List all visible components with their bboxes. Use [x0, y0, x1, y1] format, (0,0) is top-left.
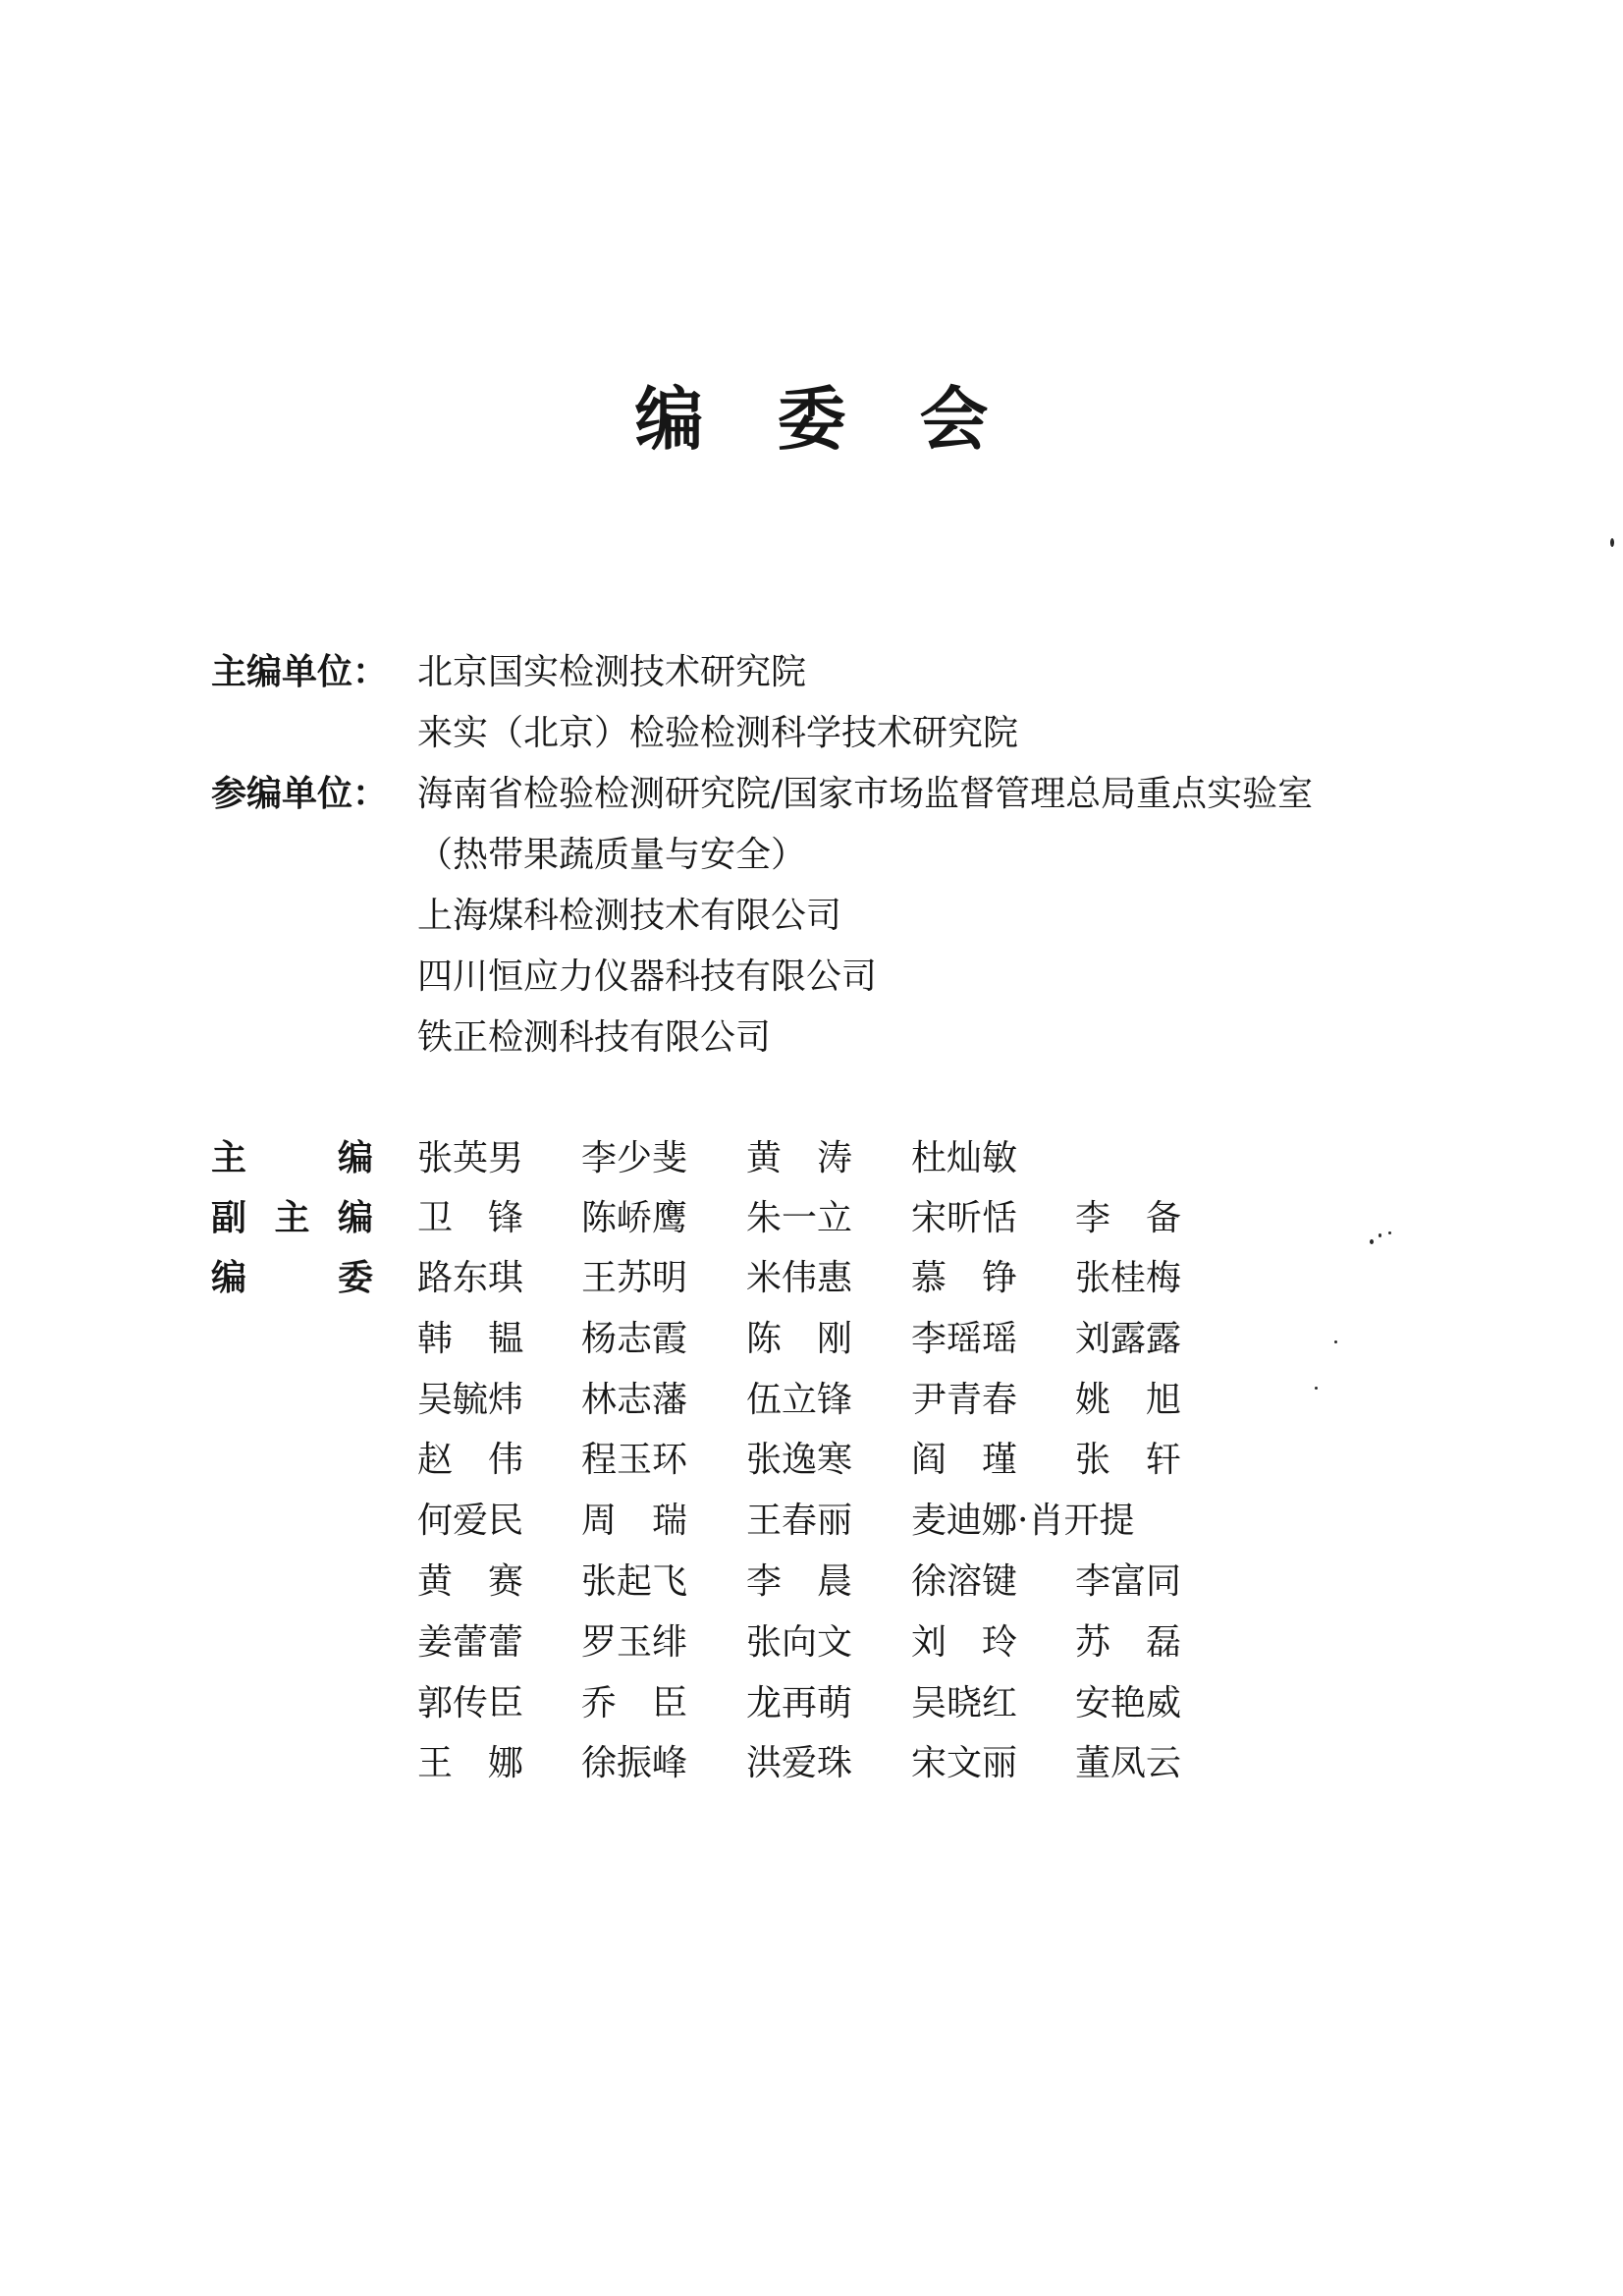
- deputy-label-char-1: 副: [211, 1198, 247, 1238]
- committee-member-name: 米伟惠: [746, 1258, 853, 1298]
- committee-member-name: 安艳威: [1075, 1683, 1182, 1723]
- committee-member-name: 黄赛: [417, 1561, 560, 1602]
- committee-member-name: 张起飞: [581, 1561, 688, 1602]
- scan-speck: [1379, 1233, 1381, 1237]
- participating-unit-line: （热带果蔬质量与安全）: [417, 835, 807, 875]
- committee-member-name: 罗玉绯: [581, 1622, 688, 1663]
- committee-member-name: 张向文: [746, 1622, 853, 1663]
- page-title: 编委会: [634, 378, 1062, 460]
- committee-member-name: 刘玲: [911, 1622, 1054, 1663]
- participating-units-label: 参编单位：: [211, 774, 389, 814]
- committee-member-name: 张轩: [1075, 1440, 1217, 1480]
- chief-editor-name: 黄涛: [746, 1138, 889, 1178]
- committee-member-name: 洪爱珠: [746, 1743, 853, 1783]
- committee-member-name: 何爱民: [417, 1501, 524, 1541]
- committee-member-name: 路东琪: [417, 1258, 524, 1298]
- committee-member-name: 吴毓炜: [417, 1380, 524, 1420]
- deputy-chief-editor-name: 卫锋: [417, 1198, 560, 1238]
- chief-editor-name: 李少斐: [581, 1138, 688, 1178]
- committee-member-name: 姜蕾蕾: [417, 1622, 524, 1663]
- committee-member-name: 乔臣: [581, 1683, 724, 1723]
- committee-member-name: 宋文丽: [911, 1743, 1018, 1783]
- chief-unit-line: 北京国实检测技术研究院: [417, 652, 807, 692]
- committee-member-name: 郭传臣: [417, 1683, 524, 1723]
- committee-member-name: 伍立锋: [746, 1380, 853, 1420]
- committee-member-name: 杨志霞: [581, 1319, 688, 1359]
- committee-member-name: 姚旭: [1075, 1380, 1217, 1420]
- participating-unit-line: 上海煤科检测技术有限公司: [417, 896, 842, 936]
- scan-speck: [1334, 1340, 1337, 1343]
- deputy-chief-editor-name: 李备: [1075, 1198, 1217, 1238]
- committee-member-name: 徐振峰: [581, 1743, 688, 1783]
- deputy-label-char-3: 编: [337, 1198, 373, 1238]
- committee-label-char-2: 委: [337, 1258, 373, 1298]
- committee-member-name: 龙再萌: [746, 1683, 853, 1723]
- chief-editor-name: 杜灿敏: [911, 1138, 1018, 1178]
- deputy-label-char-2: 主: [274, 1198, 310, 1238]
- scan-speck: [1370, 1239, 1374, 1244]
- committee-member-name: 吴晓红: [911, 1683, 1018, 1723]
- chief-editor-name: 张英男: [417, 1138, 524, 1178]
- scan-speck: [1610, 538, 1614, 547]
- deputy-chief-editors-label: [211, 1194, 373, 1243]
- committee-member-name: 张逸寒: [746, 1440, 853, 1480]
- committee-member-name: 赵伟: [417, 1440, 560, 1480]
- committee-member-name: 王春丽: [746, 1501, 853, 1541]
- scan-speck: [1388, 1231, 1391, 1234]
- committee-member-name: 董凤云: [1075, 1743, 1182, 1783]
- committee-member-name: 慕铮: [911, 1258, 1054, 1298]
- committee-member-name: 李富同: [1075, 1561, 1182, 1602]
- committee-member-name: 王娜: [417, 1743, 560, 1783]
- deputy-chief-editor-name: 宋昕恬: [911, 1198, 1018, 1238]
- chief-units-label: 主编单位：: [211, 652, 389, 692]
- committee-member-name: 韩韫: [417, 1319, 560, 1359]
- committee-label: [211, 1254, 373, 1303]
- chief-editors-label: [211, 1134, 373, 1183]
- chief-unit-line: 来实（北京）检验检测科学技术研究院: [417, 713, 1019, 753]
- committee-member-name: 李瑶瑶: [911, 1319, 1018, 1359]
- committee-label-char-1: 编: [211, 1258, 247, 1298]
- scan-speck: [1315, 1387, 1318, 1390]
- committee-member-name: 陈刚: [746, 1319, 889, 1359]
- committee-member-name: 苏磊: [1075, 1622, 1217, 1663]
- committee-member-name: 张桂梅: [1075, 1258, 1182, 1298]
- committee-member-name: 林志藩: [581, 1380, 688, 1420]
- participating-unit-line: 海南省检验检测研究院/国家市场监督管理总局重点实验室: [417, 774, 1314, 814]
- committee-member-name: 尹青春: [911, 1380, 1018, 1420]
- participating-unit-line: 铁正检测科技有限公司: [417, 1017, 772, 1058]
- participating-unit-line: 四川恒应力仪器科技有限公司: [417, 957, 878, 997]
- deputy-chief-editor-name: 陈峤鹰: [581, 1198, 688, 1238]
- committee-member-name: 程玉环: [581, 1440, 688, 1480]
- committee-member-name: 周瑞: [581, 1501, 724, 1541]
- deputy-chief-editor-name: 朱一立: [746, 1198, 853, 1238]
- committee-member-name: 阎瑾: [911, 1440, 1054, 1480]
- committee-member-name: 徐溶键: [911, 1561, 1018, 1602]
- committee-member-name: 麦迪娜·肖开提: [911, 1501, 1135, 1541]
- committee-member-name: 王苏明: [581, 1258, 688, 1298]
- chief-editors-label-char-2: 编: [337, 1138, 373, 1178]
- chief-editors-label-char-1: 主: [211, 1138, 247, 1178]
- committee-member-name: 李晨: [746, 1561, 889, 1602]
- committee-member-name: 刘露露: [1075, 1319, 1182, 1359]
